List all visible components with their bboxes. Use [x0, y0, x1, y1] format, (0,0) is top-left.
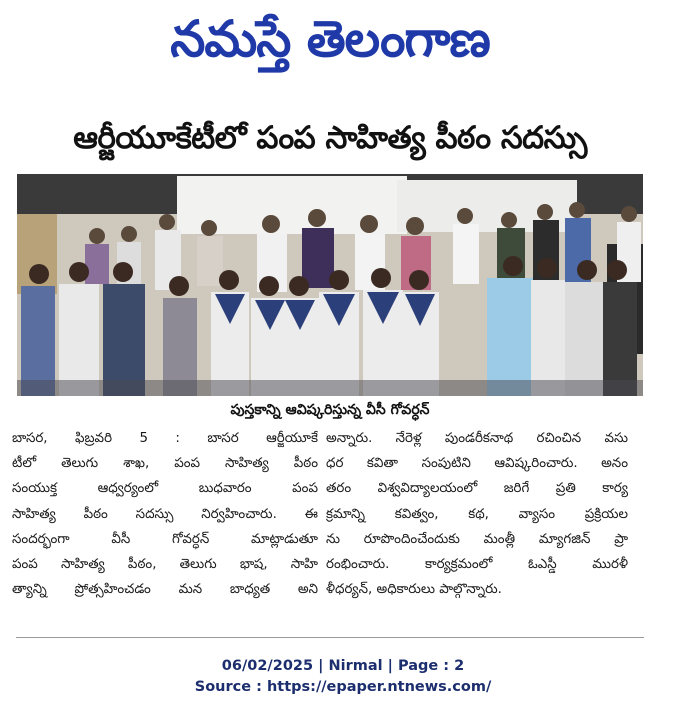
newspaper-masthead: నమస్తే తెలంగాణ	[170, 10, 490, 68]
group-photo-image	[17, 174, 643, 396]
article-line: పంప సాహిత్య పీఠం, తెలుగు భాష, సాహి	[12, 557, 318, 573]
article-line: సాహిత్య పీఠం సదస్సు నిర్వహించారు. ఈ	[12, 506, 318, 522]
source-link[interactable]: Source : https://epaper.ntnews.com/	[194, 679, 492, 695]
article-line: సంయుక్త ఆధ్వర్యంలో బుధవారం పంప	[12, 481, 318, 497]
article-line: ధర కవితా సంపుటిని ఆవిష్కరించారు. అనం	[326, 456, 628, 472]
article-line: రంభించారు. కార్యక్రమంలో ఓఎస్డీ మురళీ	[326, 557, 628, 573]
article-line: తరం విశ్వవిద్యాలయంలో జరిగే ప్రతి కార్య	[326, 481, 628, 497]
article-line: బాసర, ఫిబ్రవరి 5 : బాసర ఆర్జీయూకే	[12, 431, 318, 446]
article-photo	[17, 174, 643, 396]
article-column-right	[326, 426, 628, 602]
article-headline: ఆర్జీయూకేటీలో పంప సాహిత్య పీఠం సదస్సు	[73, 119, 587, 156]
photo-caption: పుస్తకాన్ని ఆవిష్కరిస్తున్న వీసీ గోవర్ధన్	[230, 401, 430, 418]
article-line: అన్నారు. నేరెళ్ల పుండరీకనాథ రచించిన వసు	[326, 431, 628, 446]
article-line: క్రమాన్ని కవిత్వం, కథ, వ్యాసం ప్రక్రియల	[326, 506, 628, 522]
clipping-footer	[0, 656, 686, 698]
article-line: త్యాన్ని ప్రోత్సహించడం మన బాధ్యత అని	[12, 582, 318, 598]
edition-info: 06/02/2025 | Nirmal | Page : 2	[221, 658, 465, 674]
article-line: ను రూపొందించేందుకు మంత్లీ మ్యాగజిన్ ప్రా	[326, 531, 628, 547]
article-column-left	[12, 426, 318, 602]
article-line: సందర్భంగా వీసీ గోవర్ధన్ మాట్లాడుతూ	[12, 531, 318, 547]
article-line: ళీధర్యన్, అధికారులు పాల్గొన్నారు.	[326, 582, 502, 598]
article-line: టీలో తెలుగు శాఖ, పంప సాహిత్య పీఠం	[12, 456, 318, 472]
divider-rule	[16, 637, 644, 638]
